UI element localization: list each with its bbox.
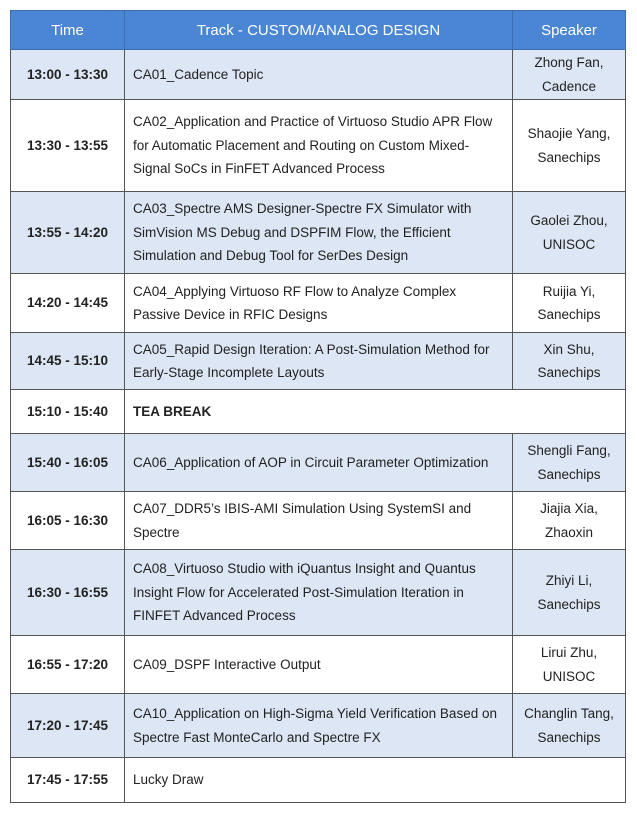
header-track: Track - CUSTOM/ANALOG DESIGN xyxy=(125,11,513,50)
session-topic: CA10_Application on High-Sigma Yield Verification Based on Spectre Fast MonteCarlo and Spectre FX xyxy=(125,694,513,758)
table-row xyxy=(11,100,626,192)
session-time: 13:30 - 13:55 xyxy=(11,100,125,192)
table-row xyxy=(11,492,626,550)
session-time: 13:55 - 14:20 xyxy=(11,192,125,274)
session-time: 17:45 - 17:55 xyxy=(11,758,125,803)
session-speaker: Ruijia Yi, Sanechips xyxy=(513,274,626,333)
schedule-header xyxy=(11,11,626,50)
session-speaker: Gaolei Zhou, UNISOC xyxy=(513,192,626,274)
session-speaker: Zhong Fan, Cadence xyxy=(513,50,626,100)
session-time: 13:00 - 13:30 xyxy=(11,50,125,100)
session-time: 14:20 - 14:45 xyxy=(11,274,125,333)
session-topic: CA06_Application of AOP in Circuit Parameter Optimization xyxy=(125,434,513,492)
session-topic: CA07_DDR5’s IBIS-AMI Simulation Using SystemSI and Spectre xyxy=(125,492,513,550)
session-topic: CA09_DSPF Interactive Output xyxy=(125,636,513,694)
session-speaker: Lirui Zhu, UNISOC xyxy=(513,636,626,694)
session-time: 14:45 - 15:10 xyxy=(11,333,125,390)
table-row xyxy=(11,390,626,434)
session-topic: CA03_Spectre AMS Designer-Spectre FX Simulator with SimVision MS Debug and DSPFIM Flow, the Efficient Simulation and Debug Tool for SerDes Design xyxy=(125,192,513,274)
session-speaker: Xin Shu, Sanechips xyxy=(513,333,626,390)
table-row xyxy=(11,274,626,333)
session-time: 16:30 - 16:55 xyxy=(11,550,125,636)
session-speaker: Jiajia Xia, Zhaoxin xyxy=(513,492,626,550)
table-row xyxy=(11,434,626,492)
header-row xyxy=(11,11,626,50)
header-time: Time xyxy=(11,11,125,50)
table-row xyxy=(11,636,626,694)
table-row xyxy=(11,50,626,100)
session-speaker: Shaojie Yang, Sanechips xyxy=(513,100,626,192)
session-speaker: Changlin Tang, Sanechips xyxy=(513,694,626,758)
session-topic: CA02_Application and Practice of Virtuoso Studio APR Flow for Automatic Placement and Routing on Custom Mixed-Signal SoCs in FinFET Advanced Process xyxy=(125,100,513,192)
table-row xyxy=(11,192,626,274)
schedule-table xyxy=(10,10,626,803)
session-speaker: Shengli Fang, Sanechips xyxy=(513,434,626,492)
session-time: 17:20 - 17:45 xyxy=(11,694,125,758)
session-topic: CA01_Cadence Topic xyxy=(125,50,513,100)
table-row xyxy=(11,550,626,636)
session-time: 16:05 - 16:30 xyxy=(11,492,125,550)
session-time: 15:40 - 16:05 xyxy=(11,434,125,492)
table-row xyxy=(11,758,626,803)
session-topic: CA05_Rapid Design Iteration: A Post-Simulation Method for Early-Stage Incomplete Layouts xyxy=(125,333,513,390)
table-row xyxy=(11,694,626,758)
header-speaker: Speaker xyxy=(513,11,626,50)
session-time: 16:55 - 17:20 xyxy=(11,636,125,694)
session-time: 15:10 - 15:40 xyxy=(11,390,125,434)
session-topic: Lucky Draw xyxy=(125,758,626,803)
table-row xyxy=(11,333,626,390)
schedule-body xyxy=(11,50,626,803)
session-topic: TEA BREAK xyxy=(125,390,626,434)
session-topic: CA08_Virtuoso Studio with iQuantus Insight and Quantus Insight Flow for Accelerated Post-Simulation Iteration in FINFET Advanced Process xyxy=(125,550,513,636)
session-topic: CA04_Applying Virtuoso RF Flow to Analyze Complex Passive Device in RFIC Designs xyxy=(125,274,513,333)
session-speaker: Zhiyi Li, Sanechips xyxy=(513,550,626,636)
